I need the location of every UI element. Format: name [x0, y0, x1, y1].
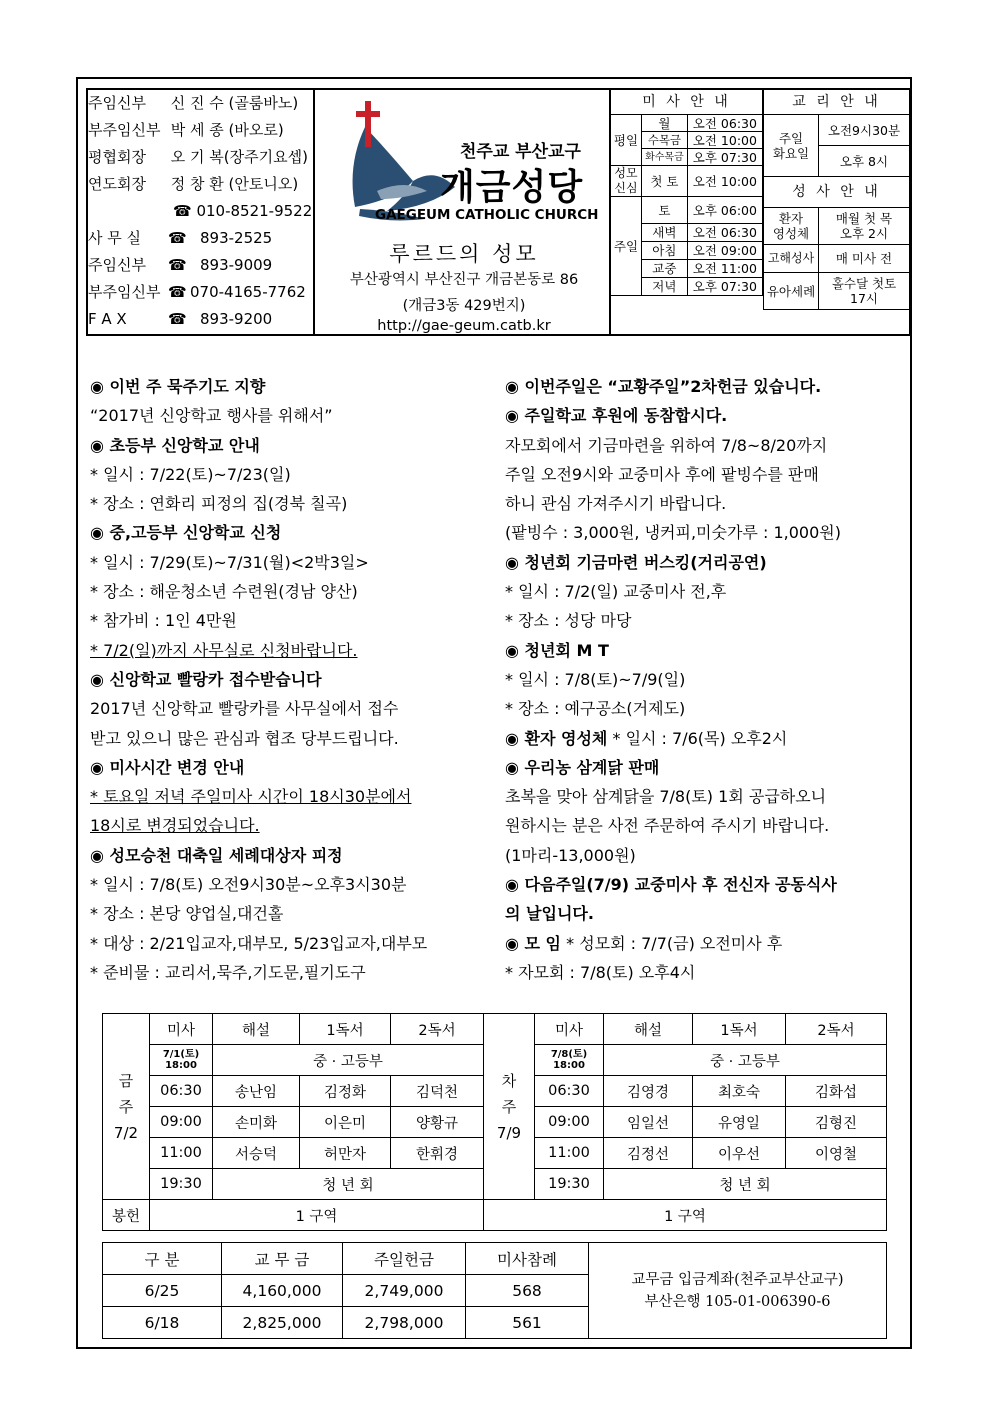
finance-dues: 4,160,000	[222, 1275, 343, 1307]
announcement-heading	[90, 753, 490, 782]
duty-person: 송난임	[213, 1076, 300, 1107]
announcement-text: * 일시 : 7/29(토)~7/31(월)<2박3일>	[90, 552, 369, 572]
diocese-name: 천주교 부산교구	[460, 142, 581, 162]
sick-label: 환자 영성체	[764, 208, 819, 245]
finance-offering: 2,798,000	[343, 1307, 466, 1339]
announcement-heading	[505, 870, 910, 899]
duty-header: 2독서	[786, 1014, 887, 1045]
evening-group: 청 년 회	[213, 1169, 484, 1200]
staff-name: 신 진 수 (골룸바노)	[170, 94, 299, 112]
account-number: 부산은행 105-01-006390-6	[644, 1293, 831, 1310]
announcement-line	[505, 782, 910, 811]
announcement-line	[90, 636, 490, 665]
announcement-text: 하니 관심 가져주시기 바랍니다.	[505, 494, 727, 514]
weekday-label: 평일	[611, 115, 642, 166]
announcement-heading	[505, 636, 910, 665]
weekday-time: 오후 07:30	[687, 149, 762, 166]
duty-person: 김정선	[604, 1138, 693, 1169]
announcement-line	[505, 460, 910, 489]
duty-time: 11:00	[535, 1138, 604, 1169]
patron-title: 루르드의 성모	[389, 242, 539, 266]
contact-row	[88, 225, 313, 252]
announcement-text: ◉ 다음주일(7/9) 교중미사 후 전신자 공동식사	[505, 875, 837, 895]
staff-role: 부주임신부	[88, 121, 161, 139]
announcement-line	[90, 489, 490, 518]
announcement-text: ◉ 미사시간 변경 안내	[90, 757, 245, 777]
duty-person: 한휘경	[391, 1138, 484, 1169]
announcement-text: 2017년 신앙학교 빨랑카를 사무실에서 접수	[90, 699, 399, 719]
contact-row	[88, 279, 313, 306]
announcement-line	[90, 577, 490, 606]
address: 부산광역시 부산진구 개금본동로 86	[349, 272, 579, 288]
staff-row	[88, 171, 313, 198]
offering-zone: 1 구역	[150, 1200, 484, 1231]
announcement-heading	[90, 372, 490, 401]
announcement-heading	[505, 724, 910, 753]
staff-list	[88, 90, 313, 333]
contact-label: F A X	[88, 310, 127, 328]
website-link[interactable]: http://gae-geum.catb.kr	[377, 318, 551, 334]
announcement-line	[505, 665, 910, 694]
announcement-text: ◉ 청년회 M T	[505, 640, 609, 660]
announcement-text: 자모회에서 기금마련을 위하여 7/8~8/20까지	[505, 435, 828, 455]
finance-offering: 2,749,000	[343, 1275, 466, 1307]
mass-title: 미 사 안 내	[611, 90, 763, 115]
announcement-detail: * 성모회 : 7/7(금) 오전미사 후	[561, 933, 783, 953]
duty-person: 양황규	[391, 1107, 484, 1138]
address-old: (개금3동 429번지)	[402, 298, 526, 314]
announcement-line	[505, 518, 910, 547]
announcement-line	[90, 460, 490, 489]
announcement-heading	[505, 372, 910, 401]
announcement-text: * 일시 : 7/8(토)~7/9(일)	[505, 669, 686, 689]
announcement-heading	[505, 401, 910, 430]
education-table	[763, 89, 910, 310]
announcement-text: ◉ 초등부 신앙학교 안내	[90, 435, 260, 455]
announcement-text: (팥빙수 : 3,000원, 냉커피,미숫가루 : 1,000원)	[505, 523, 841, 543]
announcement-text: * 준비물 : 교리서,묵주,기도문,필기도구	[90, 962, 366, 982]
announcement-line	[505, 811, 910, 840]
announcement-line	[90, 548, 490, 577]
announcement-text: 초복을 맞아 삼계닭을 7/8(토) 1회 공급하오니	[505, 787, 827, 807]
announcement-line	[505, 577, 910, 606]
announcement-line	[505, 431, 910, 460]
announcement-heading	[505, 753, 910, 782]
finance-header: 미사참례	[466, 1243, 589, 1275]
announcement-text: ◉ 신앙학교 빨랑카 접수받습니다	[90, 669, 322, 689]
sunday-mass-name: 저녁	[642, 278, 688, 296]
mass-schedule-table	[610, 89, 763, 296]
confession-time: 매 미사 전	[819, 245, 910, 273]
sunday-mass-time: 오전 09:00	[687, 242, 762, 260]
finance-header: 교 무 금	[222, 1243, 343, 1275]
duty-person: 최호숙	[693, 1076, 786, 1107]
announcement-line	[90, 694, 490, 723]
contact-phone: 893-2525	[200, 229, 273, 247]
finance-attendance: 561	[466, 1307, 589, 1339]
holy-time: 오전 10:00	[687, 166, 762, 197]
announcement-text: “2017년 신앙학교 행사를 위해서”	[90, 406, 333, 426]
announcement-text: * 토요일 저녁 주일미사 시간이 18시30분에서	[90, 787, 412, 807]
confession-label: 고해성사	[764, 245, 819, 273]
sat-mass-time: 7/8(토) 18:00	[535, 1045, 604, 1076]
sunday-mass-time: 오후 07:30	[687, 278, 762, 296]
staff-row	[88, 144, 313, 171]
contact-label: 부주임신부	[88, 283, 161, 301]
this-week-label: 금 주 7/2	[103, 1014, 150, 1200]
sunday-mass-time: 오전 06:30	[687, 224, 762, 242]
announcement-text: ◉ 성모승천 대축일 세례대상자 피정	[90, 845, 343, 865]
duty-person: 서승덕	[213, 1138, 300, 1169]
announcement-line	[505, 958, 910, 987]
weekday-time: 오전 06:30	[687, 115, 762, 132]
sunday-mass-name: 교중	[642, 260, 688, 278]
contact-phone: 893-9200	[200, 310, 273, 328]
staff-name: 정 창 환 (안토니오)	[170, 175, 299, 193]
announcement-text: * 7/2(일)까지 사무실로 신청바랍니다.	[90, 640, 358, 660]
announcement-text: ◉ 주일학교 후원에 동참합시다.	[505, 406, 728, 426]
duty-person: 이은미	[300, 1107, 391, 1138]
announcements-left	[90, 372, 490, 987]
duty-time: 09:00	[150, 1107, 213, 1138]
duty-person: 김영경	[604, 1076, 693, 1107]
phone-icon: ☎	[168, 256, 187, 274]
mobile-phone: ☎ 010-8521-9522	[173, 202, 313, 220]
sunday-label: 주일	[611, 197, 642, 296]
church-logo	[325, 95, 605, 235]
announcement-detail: * 일시 : 7/6(목) 오후2시	[607, 728, 788, 748]
announcement-heading	[505, 548, 910, 577]
sat-time: 오후 06:00	[687, 197, 762, 224]
sat-day: 토	[642, 197, 688, 224]
announcement-text: 의 날입니다.	[505, 904, 594, 924]
announcement-line	[90, 724, 490, 753]
weekday-day: 수목금	[642, 132, 688, 149]
duty-person: 허만자	[300, 1138, 391, 1169]
staff-name: 오 기 복(장주기요셉)	[170, 148, 308, 166]
staff-role: 연도회장	[88, 175, 146, 193]
edu-time: 오후 8시	[819, 146, 910, 177]
announcement-line	[505, 694, 910, 723]
sat-group: 중 · 고등부	[213, 1045, 484, 1076]
weekday-day: 월	[642, 115, 688, 132]
phone-icon: ☎	[168, 283, 187, 301]
duty-time: 19:30	[150, 1169, 213, 1200]
sunday-mass-name: 새벽	[642, 224, 688, 242]
announcement-text: * 장소 : 연화리 피정의 집(경북 칠곡)	[90, 494, 348, 514]
weekday-day: 화수목금	[642, 149, 688, 166]
duty-person: 이영철	[786, 1138, 887, 1169]
announcement-text: 주일 오전9시와 교중미사 후에 팥빙수를 판매	[505, 464, 819, 484]
announcement-text: * 장소 : 해운청소년 수련원(경남 양산)	[90, 582, 358, 602]
sat-mass-time: 7/1(토) 18:00	[150, 1045, 213, 1076]
holy-label: 성모신심	[611, 166, 642, 197]
finance-date: 6/25	[103, 1275, 222, 1307]
evening-group: 청 년 회	[604, 1169, 887, 1200]
finance-header: 주일헌금	[343, 1243, 466, 1275]
duty-person: 김덕천	[391, 1076, 484, 1107]
duty-header: 2독서	[391, 1014, 484, 1045]
announcement-line	[505, 841, 910, 870]
sat-group: 중 · 고등부	[604, 1045, 887, 1076]
edu-day: 주일 화요일	[764, 115, 819, 177]
announcement-text: * 장소 : 예구공소(거제도)	[505, 699, 686, 719]
announcement-line	[90, 870, 490, 899]
offering-zone: 1 구역	[484, 1200, 887, 1231]
announcement-text: (1마리-13,000원)	[505, 845, 636, 865]
announcement-line	[90, 401, 490, 430]
finance-table	[102, 1242, 887, 1339]
announcement-line	[505, 606, 910, 635]
announcement-line	[90, 811, 490, 840]
contact-phone: 893-9009	[200, 256, 273, 274]
duty-person: 김형진	[786, 1107, 887, 1138]
duty-roster-table	[102, 1013, 887, 1231]
phone-icon: ☎	[168, 229, 187, 247]
baptism-time: 홀수달 첫토 17시	[819, 273, 910, 310]
duty-time: 09:00	[535, 1107, 604, 1138]
announcement-heading	[505, 929, 910, 958]
announcements-right	[505, 372, 910, 987]
staff-role: 주임신부	[88, 94, 146, 112]
duty-time: 19:30	[535, 1169, 604, 1200]
contact-label: 주임신부	[88, 256, 146, 274]
announcement-text: ◉ 모 임	[505, 933, 562, 953]
announcement-heading	[505, 899, 910, 928]
staff-name: 박 세 종 (바오로)	[170, 121, 284, 139]
duty-person: 유영일	[693, 1107, 786, 1138]
duty-time: 11:00	[150, 1138, 213, 1169]
account-info	[589, 1243, 887, 1339]
announcement-text: ◉ 이번주일은 “교황주일”2차헌금 있습니다.	[505, 377, 822, 396]
announcement-line	[505, 489, 910, 518]
finance-dues: 2,825,000	[222, 1307, 343, 1339]
contact-label: 사 무 실	[88, 229, 142, 247]
finance-header: 구 분	[103, 1243, 222, 1275]
announcement-text: ◉ 환자 영성체	[505, 728, 608, 748]
duty-time: 06:30	[150, 1076, 213, 1107]
sunday-mass-name: 아침	[642, 242, 688, 260]
sacrament-title: 성 사 안 내	[764, 177, 910, 208]
announcement-text: * 장소 : 본당 양업실,대건홀	[90, 904, 284, 924]
duty-time: 06:30	[535, 1076, 604, 1107]
announcement-text: * 일시 : 7/8(토) 오전9시30분~오후3시30분	[90, 875, 407, 895]
contact-phone: 070-4165-7762	[190, 283, 306, 301]
announcement-text: ◉ 이번 주 묵주기도 지향	[90, 377, 266, 396]
announcement-text: * 자모회 : 7/8(토) 오후4시	[505, 962, 696, 982]
duty-header: 해설	[604, 1014, 693, 1045]
announcement-text: * 참가비 : 1인 4만원	[90, 611, 237, 631]
next-week-label: 차 주 7/9	[484, 1014, 535, 1200]
announcement-text: ◉ 청년회 기금마련 버스킹(거리공연)	[505, 552, 767, 572]
announcement-heading	[90, 665, 490, 694]
announcement-text: ◉ 우리농 삼계닭 판매	[505, 757, 660, 777]
announcement-heading	[90, 841, 490, 870]
staff-row	[88, 117, 313, 144]
announcement-heading	[90, 518, 490, 547]
finance-date: 6/18	[103, 1307, 222, 1339]
baptism-label: 유아세례	[764, 273, 819, 310]
duty-header: 미사	[535, 1014, 604, 1045]
duty-person: 손미화	[213, 1107, 300, 1138]
announcement-text: * 일시 : 7/2(일) 교중미사 전,후	[505, 582, 727, 602]
account-line: 교무금 입금계좌(천주교부산교구)	[631, 1271, 844, 1288]
offering-label: 봉헌	[103, 1200, 150, 1231]
announcement-text: ◉ 중,고등부 신앙학교 신청	[90, 523, 282, 543]
duty-header: 1독서	[300, 1014, 391, 1045]
weekday-time: 오전 10:00	[687, 132, 762, 149]
holy-day: 첫 토	[642, 166, 688, 197]
divider	[313, 88, 315, 336]
sunday-mass-time: 오전 11:00	[687, 260, 762, 278]
sick-time: 매월 첫 목 오후 2시	[819, 208, 910, 245]
duty-header: 미사	[150, 1014, 213, 1045]
duty-header: 1독서	[693, 1014, 786, 1045]
announcement-text: * 일시 : 7/22(토)~7/23(일)	[90, 464, 291, 484]
duty-person: 이우선	[693, 1138, 786, 1169]
announcement-text: * 장소 : 성당 마당	[505, 611, 632, 631]
finance-attendance: 568	[466, 1275, 589, 1307]
duty-person: 김정화	[300, 1076, 391, 1107]
announcement-line	[90, 782, 490, 811]
announcement-line	[90, 606, 490, 635]
staff-row	[88, 90, 313, 117]
announcement-line	[90, 899, 490, 928]
edu-time: 오전9시30분	[819, 115, 910, 146]
announcement-heading	[90, 431, 490, 460]
announcement-text: 원하시는 분은 사전 주문하여 주시기 바랍니다.	[505, 816, 830, 836]
duty-header: 해설	[213, 1014, 300, 1045]
contact-row	[88, 306, 313, 333]
phone-icon: ☎	[168, 310, 187, 328]
contact-row	[88, 252, 313, 279]
staff-role: 평협회장	[88, 148, 146, 166]
announcement-text: 18시로 변경되었습니다.	[90, 816, 260, 836]
duty-person: 임일선	[604, 1107, 693, 1138]
announcement-line	[90, 958, 490, 987]
edu-title: 교 리 안 내	[764, 90, 910, 115]
church-name-en: GAEGEUM CATHOLIC CHURCH	[375, 207, 599, 223]
announcement-text: * 대상 : 2/21입교자,대부모, 5/23입교자,대부모	[90, 933, 428, 953]
announcement-line	[90, 929, 490, 958]
announcement-text: 받고 있으니 많은 관심과 협조 당부드립니다.	[90, 728, 399, 748]
duty-person: 김화섭	[786, 1076, 887, 1107]
church-name: 개금성당	[440, 167, 584, 208]
